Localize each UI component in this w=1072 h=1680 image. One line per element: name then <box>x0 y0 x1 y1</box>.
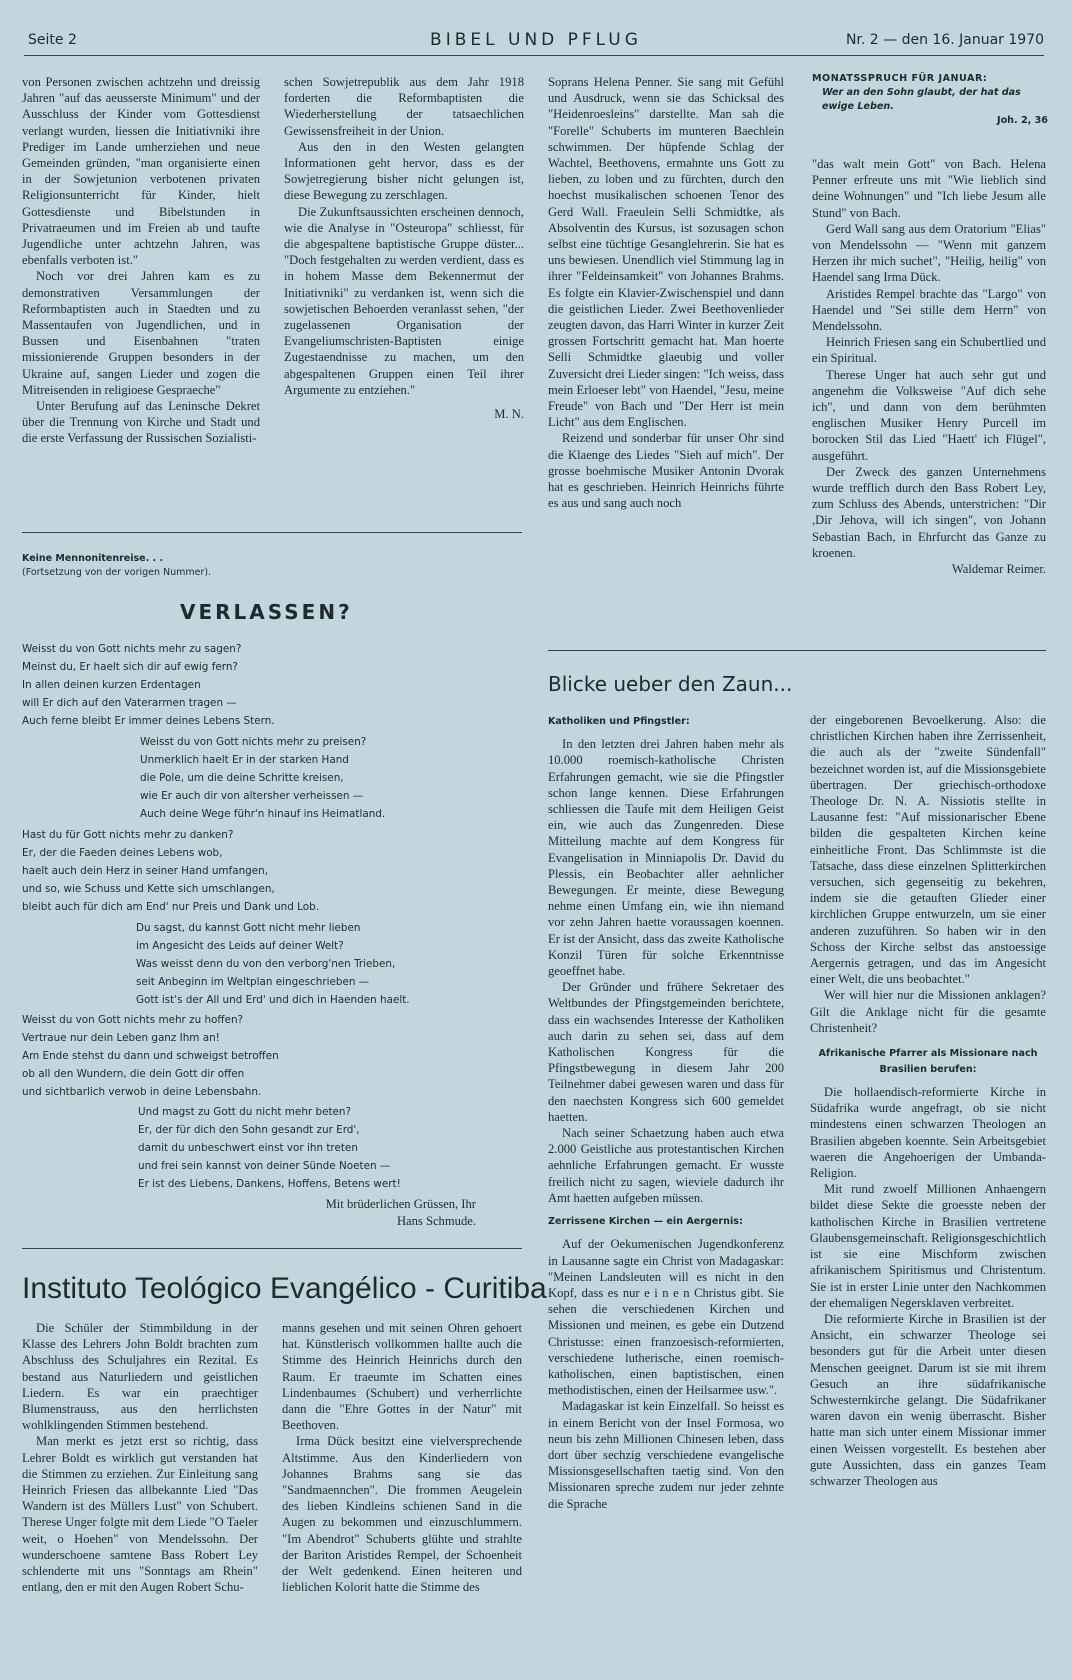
poem-line: Auch ferne bleibt Er immer deines Lebens Stern. <box>22 715 275 727</box>
poem-line: Was weisst denn du von den verborg'nen Trieben, <box>136 958 396 970</box>
poem-line: Auch deine Wege führ'n hinauf ins Heimatland. <box>140 808 386 820</box>
subheading: Afrikanische Pfarrer als Missionare nach Brasilien berufen: <box>818 1048 1038 1076</box>
poem-greeting <box>250 1196 476 1230</box>
poem-line: Vertraue nur dein Leben ganz Ihm an! <box>22 1032 220 1044</box>
paragraph: Gerd Wall sang aus dem Oratorium "Elias" von Mendelssohn — "Wenn mit ganzem Herzen ihr mich suchet", "Heilig, heilig" von Haendel sang Irma Dück. <box>812 221 1046 285</box>
paragraph: von Personen zwischen achtzehn und dreissig Jahren "auf das aeusserste Minimum" und der Ausschluss der Kinder vom Gottesdienst verlangt wurden, liessen die Initiativniki ihre Prediger im Lande umherziehen und neue Gemeinden gründen, "man organisierte einen in der Sowjetunion verbotenen privaten Religionsunterricht für Kinder, hielt Gottesdienste und Bibelstunden in Privatraeumen und im Freien ab und taufte Jugendliche unter achtzehn Jahren, was ebenfalls verboten ist." <box>22 75 260 268</box>
poem-line: Gott ist's der All und Erd' und dich in Haenden haelt. <box>136 994 410 1006</box>
poem-line: haelt auch dein Herz in seiner Hand umfangen, <box>22 865 269 877</box>
poem-line: wie Er auch dir von altersher verheissen — <box>140 790 364 802</box>
monthly-verse-title: MONATSSPRUCH FÜR JANUAR: <box>812 73 988 84</box>
poem-line: Unmerklich haelt Er in der starken Hand <box>140 754 349 766</box>
poem-line: Er, der die Faeden deines Lebens wob, <box>22 847 223 859</box>
poem-line: und frei sein kannst von deiner Sünde Noeten — <box>138 1160 391 1172</box>
paragraph: Aus den in den Westen gelangten Informationen geht hervor, dass es der Sowjetregierung bisher nicht gelungen ist, diese Bewegung zu zerschlagen. <box>284 139 524 203</box>
paragraph: Therese Unger hat auch sehr gut und angenehm die Volksweise "Auf dich sehe ich", und dann von dem berühmten englischen Musiker Henry Purcell im borocken Stil das Lied "Haett' ich Flügel", ausgeführt. <box>812 367 1046 463</box>
poem-stanza <box>138 1103 401 1193</box>
poem-stanza <box>136 919 410 1009</box>
blicke-column-2 <box>810 712 1046 1676</box>
poem-line: ob all den Wundern, die dein Gott dir offen <box>22 1068 245 1080</box>
paragraph: Mit rund zwoelf Millionen Anhaengern bildet diese Sekte die groesste neben der katholischen Kirche in Brasilien vertretene Glaubensgemeinschaft. Religionsgeschichtlich ist sie eine Mischform zwischen afrikanischem Spiritismus und Christentum. Sie ist in erster Linie unter den Nachkommen der ehemaligen Negersklaven verbreitet. <box>810 1182 1046 1310</box>
section-rule <box>548 650 1046 651</box>
paragraph: In den letzten drei Jahren haben mehr als 10.000 roemisch-katholische Christen Erfahrungen gemacht, wie sie die Pfingstler schon lange kennen. Diese Erfahrungen schliessen die Taufe mit dem Heiligen Geist ein, wie auch das Zungenreden. Diese Mitteilung machte auf dem Kongress für Evangelisation in Minniapolis Dr. David du Plessis, ein Beobachter aller aehnlicher Bewegungen. Er meinte, diese Bewegung nehme einen Umfang ein, wie ihn niemand vor zehn Jahren haette voraussagen koennen. Er ist der Ansicht, dass das zweite Katholische Konzil Türen für solche Erkenntnisse geoeffnet habe. <box>548 737 784 979</box>
institute-column-1 <box>22 1320 258 1676</box>
article-column-1 <box>22 74 260 520</box>
paragraph: Soprans Helena Penner. Sie sang mit Gefühl und Ausdruck, wenn sie das Schicksal des "Heidenroesleins" darstellte. Man sah die "Forelle" Schuberts im munteren Baechlein schwimmen. Der hüpfende Schlag der Wachtel, Beethovens, ermahnte uns Gott zu lieben, zu loben und zu fürchten, durch den hoechst musikalischen schoenen Tenor des Gerd Wall. Fraeulein Selli Schmidtke, als Absolventin des Kursus, ist sozusagen schon selbst eine tüchtige Gesanglehrerin. Sie hat es uns bewiesen. Unendlich viel Stimmung lag in ihrer "Feldeinsamkeit" von Johannes Brahms. Es folgte ein Klavier-Zwischenspiel und dann die geistlichen Lieder. Zwei Beethovenlieder zeugten davon, das Harri Winter in kurzer Zeit grossen Fortschritt gemacht hat. Man hoerte Selli Schmidtke glaeubig und voller Zuversicht drei Lieder singen: "Ich weiss, dass mein Erloeser lebt" von Haendel, "Jesu, meine Freude" von Bach und "Der Herr ist mein Licht" aus dem Englischen. <box>548 75 784 430</box>
series-note-title: Keine Mennonitenreise. . . <box>22 553 164 564</box>
greeting-line: Mit brüderlichen Grüssen, Ihr <box>325 1197 476 1211</box>
paragraph: Man merkt es jetzt erst so richtig, dass Lehrer Boldt es wirklich gut verstanden hat die Stimmen zu erziehen. Zur Einleitung sang Heinrich Friesen das allbekannte Lied "Das Wandern ist des Müllers Lust" von Schubert. Therese Unger folgte mit dem Liede "O Taeler weit, o Hoehen" von Mendelssohn. Der wunderschoene samtene Bass Robert Ley schlenderte mit uns "Sonntags am Rhein" entlang, den er mit den Augen Robert Schu- <box>22 1434 258 1595</box>
section-rule <box>22 532 522 533</box>
paragraph: Die hollaendisch-reformierte Kirche in Südafrika wurde angefragt, ob sie nicht mindestens einen schwarzen Theologen an Brasilien abgeben koennte. Sein Arbeitsgebiet waeren die Angehoerigen der Umbanda-Religion. <box>810 1085 1046 1181</box>
author-signature: M. N. <box>494 407 524 422</box>
blicke-column-1 <box>548 710 784 1676</box>
poem-stanza <box>22 826 319 916</box>
poem-line: im Angesicht des Leids auf deiner Welt? <box>136 940 344 952</box>
poem-line: will Er dich auf den Vaterarmen tragen — <box>22 697 237 709</box>
poem-line: Weisst du von Gott nichts mehr zu preisen? <box>140 736 367 748</box>
poem-line: Meinst du, Er haelt sich dir auf ewig fern? <box>22 661 238 673</box>
paragraph: Reizend und sonderbar für unser Ohr sind die Klaenge des Liedes "Sieh auf mich". Der grosse boehmische Musiker Antonin Dvorak hat es geschrieben. Heinrich Heinrichs führte es aus und sang auch noch <box>548 431 784 511</box>
poem-line: Er ist des Liebens, Dankens, Hoffens, Betens wert! <box>138 1178 401 1190</box>
paragraph: manns gesehen und mit seinen Ohren gehoert hat. Künstlerisch vollkommen hallte auch die Stimme des Heinrich Heinrichs durch den Raum. Er traeumte im Schatten eines Lindenbaumes (Schubert) und verherrlichte dann die "Ehre Gottes in der Natur" mit Beethoven. <box>282 1321 522 1433</box>
poem-line: Und magst zu Gott du nicht mehr beten? <box>138 1106 352 1118</box>
paragraph: Auf der Oekumenischen Jugendkonferenz in Lausanne sagte ein Christ von Madagaskar: "Meinen Landsleuten will es nicht in den Kopf, dass es nur e i n e n Christus gibt. Sie sehen die verschiedenen Kirchen und Missionen und meinen, es gebe ein Dutzend Christusse: einen franzoesisch-reformierten, verschiedene lutherische, einen roemisch-katholischen, einen baptistischen, einen methodistischen, einen der Heilsarmee usw.". <box>548 1237 784 1398</box>
page-header <box>28 32 1044 56</box>
paragraph: Unter Berufung auf das Leninsche Dekret über die Trennung von Kirche und Stadt und die erste Verfassung der Russischen Sozialisti- <box>22 399 260 446</box>
paragraph: Der Gründer und frühere Sekretaer des Weltbundes der Pfingstgemeinden berichtete, dass ein wachsendes Interesse der Katholiken auch darin zu sehen sei, dass auf dem Katholischen Kongress für die Pfingstbewegung in diesem Jahr 200 Teilnehmer dabei gewesen waren und dass für den naechsten Kongress sich 600 gemeldet haetten. <box>548 980 784 1124</box>
paragraph: Madagaskar ist kein Einzelfall. So heisst es in einem Bericht von der Insel Formosa, wo neun bis zehn Millionen Chinesen leben, dass dort über sechzig verschiedene evangelische Missionsgesellschaften taetig sind. Von den Missionaren spreche zudem nur jeder zehnte die Sprache <box>548 1399 784 1511</box>
article-column-2 <box>284 74 524 520</box>
poem-line: bleibt auch für dich am End' nur Preis und Dank und Lob. <box>22 901 320 913</box>
poem-title: VERLASSEN? <box>180 600 353 624</box>
poem-line: die Pole, um die deine Schritte kreisen, <box>140 772 344 784</box>
paragraph: der eingeborenen Bevoelkerung. Also: die christlichen Kirchen haben ihre Zerrissenheit, die auch als der "zweite Sündenfall" bezeichnet worden ist, auf die Missionsgebiete übertragen. Der griechisch-orthodoxe Theologe Dr. N. A. Nissiotis stellte in Lausanne fest: "Auf missionarischer Ebene bilden die gespalteten Kirchen keine einheitliche Front. Das Schlimmste ist die Tatsache, dass diese einzelnen Splitterkirchen versuchen, sich gegenseitig zu bekehren, indem sie die getauften Glieder einer kirchlichen Gruppe entwurzeln, um sie einer anderen zuzuführen. So haben wir in den Schoss der Kirche selbst das anstoessige Aergernis getragen, und das im Angesicht einer Welt, die uns beobachtet." <box>810 713 1046 987</box>
article-column-3 <box>548 74 784 634</box>
paragraph: schen Sowjetrepublik aus dem Jahr 1918 forderten die Reformbaptisten die Wiederherstellung der tatsaechlichen Gewissensfreiheit in der Union. <box>284 75 524 138</box>
newspaper-title: BIBEL UND PFLUG <box>430 30 642 50</box>
paragraph: Wer will hier nur die Missionen anklagen? Gilt die Anklage nicht für die gesamte Christenheit? <box>810 988 1046 1035</box>
poem-line: In allen deinen kurzen Erdentagen <box>22 679 201 691</box>
issue-date: Nr. 2 — den 16. Januar 1970 <box>845 32 1044 48</box>
monthly-verse-reference: Joh. 2, 36 <box>997 115 1048 126</box>
poem-line: damit du unbeschwert einst vor ihn treten <box>138 1142 358 1154</box>
series-note-subtitle: (Fortsetzung von der vorigen Nummer). <box>22 567 212 578</box>
paragraph: Der Zweck des ganzen Unternehmens wurde trefflich durch den Bass Robert Ley, zum Schluss des Abends, unterstrichen: "Dir ,Dir Jehova, will ich singen", von Johann Sebastian Bach, in Ehrfurcht das Ganze zu kroenen. <box>812 464 1046 560</box>
paragraph: Die Schüler der Stimmbildung in der Klasse des Lehrers John Boldt brachten zum Abschluss des Schuljahres ein Rezital. Es bestand aus Naturliedern und geistlichen Liedern. Es war ein praechtiger Blumenstrauss, aus den herrlichsten wohlklingenden Stimmen bestehend. <box>22 1321 258 1433</box>
poem-line: und so, wie Schuss und Kette sich umschlangen, <box>22 883 275 895</box>
poem-line: Weisst du von Gott nichts mehr zu hoffen? <box>22 1014 244 1026</box>
page-number: Seite 2 <box>28 32 77 48</box>
paragraph: Aristides Rempel brachte das "Largo" von Haendel und "Sei stille dem Herrn" von Mendelssohn. <box>812 286 1046 334</box>
article-column-4 <box>812 156 1046 636</box>
section-rule <box>22 1248 522 1249</box>
greeting-author: Hans Schmude. <box>396 1214 476 1228</box>
author-signature: Waldemar Reimer. <box>951 562 1046 577</box>
poem-line: Du sagst, du kannst Gott nicht mehr lieben <box>136 922 361 934</box>
poem-line: Weisst du von Gott nichts mehr zu sagen? <box>22 643 242 655</box>
paragraph: Noch vor drei Jahren kam es zu demonstrativen Versammlungen der Reformbaptisten auch in Staedten und zu Massentaufen von Jugendlichen, und in Bussen und Eisenbahnen "traten missionierende Gruppen besonders in der Ukraine auf, sangen Lieder und zogen die Mitreisenden in religioese Gespraeche" <box>22 269 260 397</box>
poem-line: seit Anbeginn im Weltplan eingeschrieben — <box>136 976 370 988</box>
poem-line: Hast du für Gott nichts mehr zu danken? <box>22 829 234 841</box>
poem-stanza <box>22 640 275 730</box>
monthly-verse-text: Wer an den Sohn glaubt, der hat das ewige Leben. <box>822 87 1021 112</box>
paragraph: Heinrich Friesen sang ein Schubertlied und ein Spiritual. <box>812 335 1046 366</box>
poem-line: Am Ende stehst du dann und schweigst betroffen <box>22 1050 279 1062</box>
paragraph: Nach seiner Schaetzung haben auch etwa 2.000 Geistliche aus protestantischen Kirchen aehnliche Erfahrungen gemacht. Er wusste freilich nicht zu sagen, wieviele dadurch ihr Amt haetten aufgeben müssen. <box>548 1126 784 1205</box>
subheading: Zerrissene Kirchen — ein Aergernis: <box>548 1216 743 1228</box>
blicke-headline: Blicke ueber den Zaun... <box>548 672 793 696</box>
poem-line: und sichtbarlich verwob in deine Lebensbahn. <box>22 1086 262 1098</box>
header-rule <box>24 55 1044 56</box>
monthly-verse <box>812 72 1048 128</box>
subheading: Katholiken und Pfingstler: <box>548 716 690 727</box>
paragraph: Die reformierte Kirche in Brasilien ist der Ansicht, ein schwarzer Theologe sei besonders gut für die Arbeit unter diesen Menschen geeignet. Darum ist sie mit ihrem Gesuch an ihre südafrikanische Schwesternkirche gelangt. Die Südafrikaner waren davon ein wenig überrascht. Bisher hatte man sich unter einem Missionar immer einen Weissen vorgestellt. Es bestehen aber gute Aussichten, dass ein ganzes Team schwarzer Theologen aus <box>810 1311 1046 1488</box>
poem-line: Er, der für dich den Sohn gesandt zur Erd', <box>138 1124 360 1136</box>
paragraph: "das walt mein Gott" von Bach. Helena Penner erfreute uns mit "Wie lieblich sind deine Wohnungen" und "Ich liebe Jesum alle Stund" von Bach. <box>812 157 1046 220</box>
series-note <box>22 552 442 580</box>
poem-stanza <box>140 733 385 823</box>
institute-column-2 <box>282 1320 522 1676</box>
paragraph: Irma Dück besitzt eine vielversprechende Altstimme. Aus den Kinderliedern von Johannes Brahms sang sie das "Sandmaennchen". Die frommen Aeugelein des lieben Kindleins schienen Sand in die Augen zu bekommen und einzuschlummern. "Im Abendrot" Schuberts glühte und strahlte der Bariton Aristides Rempel, der Schoenheit der Welt gedenkend. Einen heiteren und lieblichen Kolorit hatte die Stimme des <box>282 1434 522 1595</box>
paragraph: Die Zukunftsaussichten erscheinen dennoch, wie die Analyse in "Osteuropa" schliesst, für die abgespaltene baptistische Gruppe düster... "Doch festgehalten zu werden verdient, dass es in hohem Masse dem Bekennermut der Initiativniki" zu verdanken ist, wenn sich die sowjetischen Behoerden veranlasst sehen, "der zugelassenen Organisation der Evangeliumschristen-Baptisten einige Zugestaendnisse zu machen, um den abgespaltenen Gruppen einen Teil ihrer Argumente zu entziehen." <box>284 204 524 397</box>
poem-stanza <box>22 1011 279 1101</box>
institute-headline: Instituto Teológico Evangélico - Curitiba <box>22 1272 547 1305</box>
